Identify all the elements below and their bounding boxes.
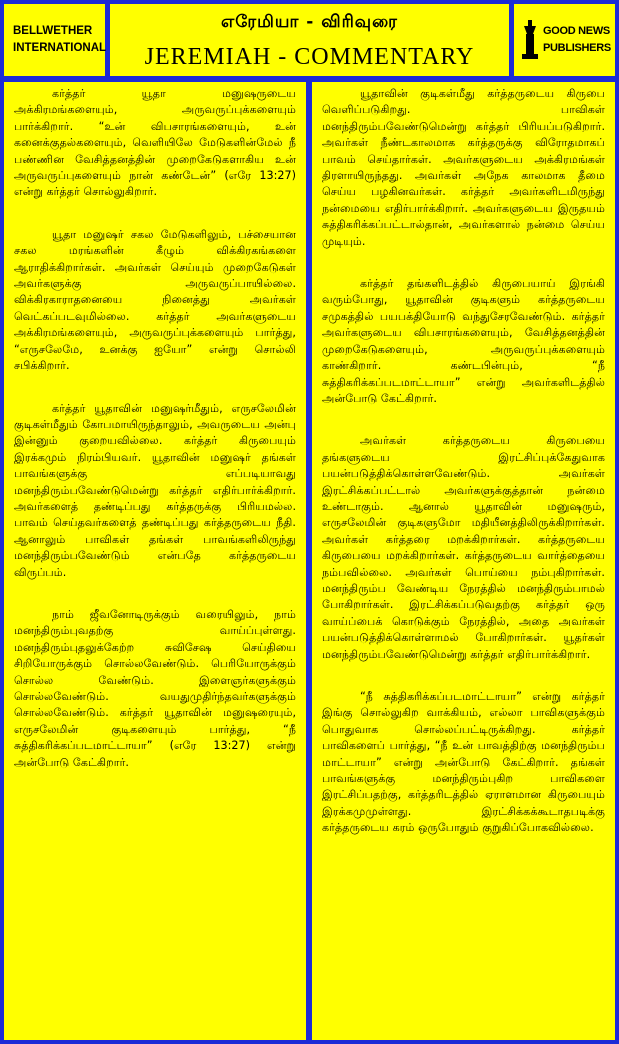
good-news-logo [514, 4, 615, 76]
paragraph: கர்த்தர் யூதா மனுஷருடைய அக்கிரமங்களையும், அருவருப்புக்களையும் பார்க்கிறார். “உன் விபசாரங்களையும், உன் கனைக்குதல்களையும், வெளியிலே மேடுகளின்மேல் நீ பண்ணின வேசித்தனத்தின் முறைகேடுகளாகிய உன் அருவருப்புகளையும் நான் கண்டேன்” (எரே 13:27) என்று கர்த்தர் சொல்லுகிறார். [14, 87, 296, 199]
title-tamil: எரேமியா - விரிவுரை [221, 12, 398, 32]
paragraph: கர்த்தர் யூதாவின் மனுஷர்மீதும், எருசலேமின் குடிகள்மீதும் கோபமாயிருந்தாலும், அவருடைய அன்பு இன்னும் குறையவில்லை. கர்த்தர் கிருபையும் இரக்கமும் நிரம்பியவர். யூதாவின் மனுஷர் தங்கள் பாவங்களுக்கு எப்படியாவது மனந்திரும்பவேண்டுமென்று கர்த்தர் எதிர்பார்க்கிறார். அவர்களைத் தண்டிப்பது கர்த்தருக்கு பிரியமல்ல. பாவம் செய்தவர்களைத் தண்டிப்பது கர்த்தருடைய நீதி. ஆனாலும் பாவிகள் தங்கள் பாவங்களிலிருந்து மனந்திரும்பவேண்டும் என்பதே கர்த்தருடைய விருப்பம். [14, 401, 296, 579]
title-english: JEREMIAH - COMMENTARY [144, 44, 475, 70]
bellwether-logo [4, 4, 105, 76]
paragraph: “நீ சுத்திகரிக்கப்படமாட்டாயா” என்று கர்த்தர் இங்கு சொல்லுகிற வாக்கியம், எல்லா பாவிகளுக்கும் பொதுவாக சொல்லப்பட்டிருக்கிறது. கர்த்தர் பாவிகளைப் பார்த்து, “நீ உன் பாவத்திற்கு மனந்திரும்ப மாட்டாயா” என்று அன்போடு கேட்கிறார். தங்கள் பாவங்களுக்கு மனந்திரும்புகிற பாவிகளை இரட்சிப்பதற்கு, கர்த்தரிடத்தில் ஏராளமான கிருபையும் இரக்கமுமுள்ளது. இரட்சிக்கக்கூடாதபடிக்கு கர்த்தருடைய கரம் ஒருபோதும் குறுகிப்போகவில்லை. [322, 690, 605, 835]
paragraph: அவர்கள் கர்த்தருடைய கிருபையை தங்களுடைய இரட்சிப்புக்கேதுவாக பயன்படுத்திக்கொள்ளவேண்டும். அவர்கள் இரட்சிக்கப்பட்டால் அவர்களுக்குத்தான் நன்மை உண்டாகும். ஆனால் யூதாவின் மனுஷரும், எருசலேமின் குடிகளுமோ மதியீனத்திலிருக்கிறார்கள். அவர்கள் கர்த்தரை மறக்கிறார்கள். கர்த்தருடைய கிருபையை மறக்கிறார்கள். கர்த்தருடைய வார்த்தையை நம்பவில்லை. அவர்கள் பொய்யை நம்புகிறார்கள். மனந்திரும்ப வேண்டிய நேரத்தில் மனந்திரும்பாமல் போகிறார்கள். இரட்சிக்கப்படுவதற்கு கர்த்தர் ஒரு வாய்ப்பைக் கொடுக்கும் நேரத்தில், அதை அவர்கள் பயன்படுத்திக்கொள்ளாமல் போகிறார்கள். யூதர்கள் மனந்திரும்பவேண்டுமென்று கர்த்தர் எதிர்பார்க்கிறார். [322, 434, 605, 661]
bellwether-name: BELLWETHER [13, 25, 93, 37]
paragraph: நாம் ஜீவனோடிருக்கும் வரையிலும், நாம் மனந்திரும்புவதற்கு வாய்ப்புள்ளது. மனந்திரும்புதலுக்கேற்ற சுவிசேஷ செய்தியை சிறியோருக்கும் சொல்லவேண்டும். பெரியோருக்கும் சொல்ல வேண்டும். இளைஞர்களுக்கும் சொல்லவேண்டும். வயதுமுதிர்ந்தவர்களுக்கும் சொல்லவேண்டும். கர்த்தர் யூதாவின் மனுஷரையும், எருசலேமின் குடிகளையும் பார்த்து, “நீ சுத்திகரிக்கப்படமாட்டாயா” (எரே 13:27) என்று அன்போடு கேட்கிறார். [14, 607, 296, 769]
paragraph: யூதாவின் குடிகள்மீது கர்த்தருடைய கிருபை வெளிப்படுகிறது. பாவிகள் மனந்திரும்பவேண்டுமென்று கர்த்தர் பிரியப்படுகிறார். அவர்கள் நீண்டகாலமாக கர்த்தருக்கு விரோதமாகப் பாவம் செய்தார்கள். அவர்களுடைய அக்கிரமங்கள் திரளாயிருந்தது. அவர்கள் அநேக காலமாக தீமை செய்ய பழகினவர்கள். கர்த்தர் அவர்களிடமிருந்து நன்மையை எதிர்பார்க்கிறார். அவர்களுடைய இருதயம் சுத்திகரிக்கப்பட்டால்தான், அவர்களால் நன்மை செய்ய முடியும். [322, 87, 605, 248]
good-news-logo-text [543, 23, 611, 57]
good-news-name: GOOD NEWS [543, 25, 610, 37]
paragraph: யூதா மனுஷர் சகல மேடுகளிலும், பச்சையான சகல மரங்களின் கீழும் விக்கிரகங்களை ஆராதிக்கிறார்கள். அவர்கள் செய்யும் முறைகேடுகள் அவர்களுக்கு அருவருப்பாயில்லை. விக்கிரகாராதனையை நினைத்து அவர்கள் வெட்கப்படவுமில்லை. கர்த்தர் அவர்களுடைய அக்கிரமங்களையும், அருவருப்புக்களையும் பார்த்து, “எருசலேமே, உனக்கு ஐயோ” என்று சொல்லி சபிக்கிறார். [14, 227, 296, 373]
right-column [312, 82, 615, 1040]
paragraph: கர்த்தர் தங்களிடத்தில் கிருபையாய் இரங்கி வரும்போது, யூதாவின் குடிகளும் கர்த்தருடைய சமுகத்தில் பயபக்தியோடு வந்துசேரவேண்டும். கர்த்தர் அவர்களுடைய விபசாரங்களையும், வேசித்தனத்தின் முறைகேடுகளையும், அருவருப்புக்களையும் காண்கிறார். கண்டபின்பும், “நீ சுத்திகரிக்கப்படமாட்டாயா” என்று அவர்களிடத்தில் அன்போடு கேட்கிறார். [322, 277, 605, 405]
tower-icon [520, 18, 540, 62]
bellwether-logo-text [13, 23, 106, 57]
title-block [110, 4, 509, 76]
good-news-subtitle: PUBLISHERS [543, 42, 611, 54]
bellwether-subtitle: INTERNATIONAL [13, 42, 107, 54]
left-column [4, 82, 306, 1040]
